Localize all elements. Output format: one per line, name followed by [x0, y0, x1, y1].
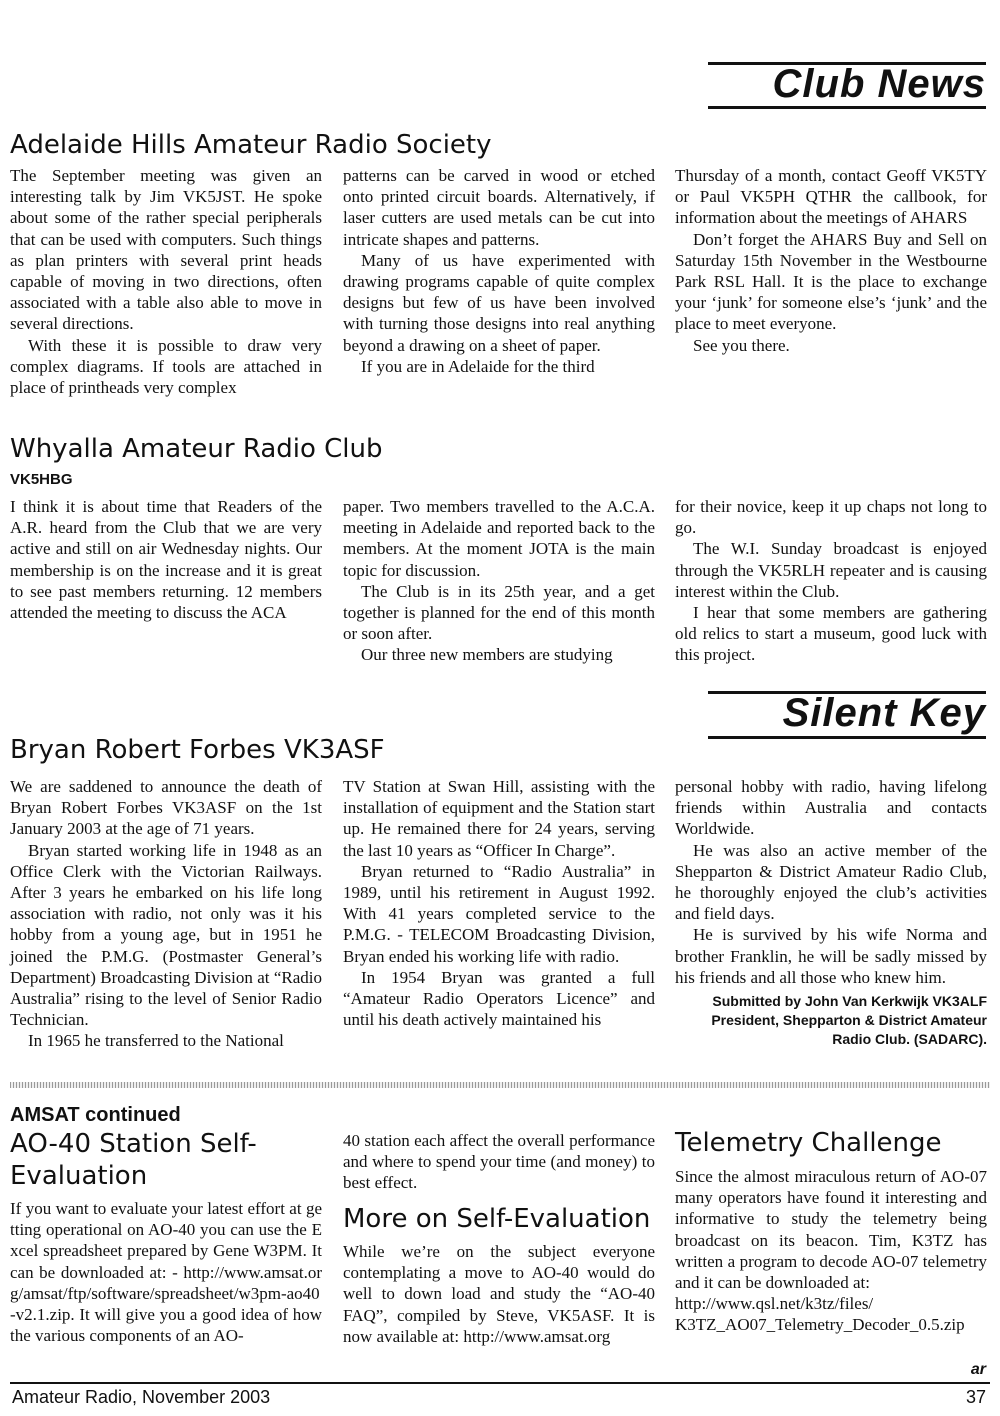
telemetry-url-1[interactable]: http://www.qsl.net/k3tz/files/	[675, 1294, 874, 1314]
whyalla-col-2	[343, 496, 655, 666]
ao40-col-1	[10, 1198, 322, 1346]
whyalla-callsign: VK5HBG	[10, 471, 73, 488]
banner-rule-bottom	[708, 106, 986, 109]
paragraph: Many of us have experimented with drawing programs capable of quite complex designs but few of us have been involved with turning those designs into real anything beyond a drawing on a sheet of paper.	[343, 250, 655, 355]
paragraph: If you want to evaluate your latest effort at getting operational on AO-40 you can use the Excel spreadsheet prepared by Gene W3PM. It can be downloaded at: - http://www.amsat.org/amsat/ftp/software/spreadsheet/w3pm-ao40-v2.1.zip. It will give you a good idea of how the various components of an AO-	[10, 1199, 322, 1346]
paragraph: I think it is about time that Readers of the A.R. heard from the Club that we are very active and still on air Wednesday nights. Our membership is on the increase and it is great to see past members returning. 12 members attended the meeting to discuss the ACA	[10, 497, 322, 623]
paragraph: personal hobby with radio, having lifelong friends within Australia and contacts Worldwide.	[675, 777, 987, 839]
obituary-title: Bryan Robert Forbes VK3ASF	[10, 735, 385, 765]
paragraph: He is survived by his wife Norma and brother Franklin, he will be sadly missed by his friends and all those who knew him.	[675, 925, 987, 987]
paragraph: Thursday of a month, contact Geoff VK5TY or Paul VK5PH QTHR the callbook, for information about the meetings of AHARS	[675, 166, 987, 228]
paragraph: Since the almost miraculous return of AO-07 many operators have found it interesting and informative to study the telemetry being broadcast on its beacon. Tim, K3TZ has written a program to decode AO-07 telemetry and it can be downloaded at:	[675, 1167, 987, 1293]
whyalla-col-1	[10, 496, 322, 623]
telemetry-url-2[interactable]: K3TZ_AO07_Telemetry_Decoder_0.5.zip	[675, 1315, 965, 1335]
whyalla-title: Whyalla Amateur Radio Club	[10, 434, 383, 464]
section-separator	[10, 1082, 990, 1088]
paragraph: Bryan started working life in 1948 as an Office Clerk with the Victorian Railways. After 3 years he embarked on his life long association with radio, not only was it his hobby from a young age, but in 1951 he joined the P.M.G. (Postmaster General’s Department) Broadcasting Division at “Radio Australia” rising to the level of Senior Radio Technician.	[10, 840, 322, 1030]
paragraph: In 1965 he transferred to the National	[28, 1031, 284, 1051]
adelaide-col-1	[10, 165, 322, 398]
banner-rule-bottom	[708, 736, 986, 739]
paragraph: 40 station each affect the overall performance and where to spend your time (and money) to best effect.	[343, 1131, 655, 1193]
paragraph: See you there.	[693, 335, 790, 355]
ao40-col-2	[343, 1130, 655, 1194]
whyalla-col-3	[675, 496, 987, 666]
paragraph: In 1954 Bryan was granted a full “Amateur Radio Operators Licence” and until his death actively maintained his	[343, 967, 655, 1030]
paragraph: Bryan returned to “Radio Australia” in 1989, until his retirement in August 1992. With 41 years completed service to the P.M.G. - TELECOM Broadcasting Division, Bryan ended his working life with radio.	[343, 861, 655, 966]
ao40-title: AO-40 Station Self-Evaluation	[10, 1129, 257, 1191]
obituary-col-3	[675, 776, 987, 1049]
adelaide-col-2	[343, 165, 655, 377]
paragraph: I hear that some members are gathering old relics to start a museum, good luck with this project.	[675, 603, 987, 665]
paragraph: We are saddened to announce the death of Bryan Robert Forbes VK3ASF on the 1st January 2003 at the age of 71 years.	[10, 777, 322, 839]
end-mark: ar	[970, 1361, 986, 1378]
adelaide-col-3	[675, 165, 987, 356]
self-evaluation-text	[343, 1241, 655, 1347]
page-number: 37	[965, 1387, 986, 1407]
obituary-col-1	[10, 776, 322, 1052]
publication-footer: Amateur Radio, November 2003	[12, 1387, 271, 1407]
paragraph: paper. Two members travelled to the A.C.A. meeting in Adelaide and reported back to the members. At the moment JOTA is the main topic for discussion.	[343, 497, 655, 580]
paragraph: TV Station at Swan Hill, assisting with the installation of equipment and the Station start up. He remained there for 24 years, serving the last 10 years as “Officer In Charge”.	[343, 777, 655, 860]
self-evaluation-title: More on Self-Evaluation	[343, 1204, 651, 1234]
paragraph: for their novice, keep it up chaps not long to go.	[675, 497, 987, 538]
paragraph: He was also an active member of the Shepparton & District Amateur Radio Club, he thoroughly enjoyed the club’s activities and field days.	[675, 840, 987, 924]
paragraph: patterns can be carved in wood or etched onto printed circuit boards. Alternatively, if laser cutters are used metals can be cut into intricate shapes and patterns.	[343, 166, 655, 249]
obituary-col-2	[343, 776, 655, 1030]
obituary-signature: Submitted by John Van Kerkwijk VK3ALF President, Shepparton & District Amateur Radio Club. (SADARC).	[711, 993, 987, 1048]
adelaide-title: Adelaide Hills Amateur Radio Society	[10, 130, 492, 160]
paragraph: With these it is possible to draw very complex diagrams. If tools are attached in place of printheads very complex	[10, 335, 322, 398]
paragraph: While we’re on the subject everyone contemplating a move to AO-40 would do well to down load and study the “AO-40 FAQ”, compiled by Steve, VK5ASF. It is now available at: http://www.amsat.org	[343, 1242, 655, 1346]
paragraph: The September meeting was given an interesting talk by Jim VK5JST. He spoke about some of the rather special peripherals that can be used with computers. Such things as plan printers with several print heads capable of moving in two directions, often associated with a table also able to move in several directions.	[10, 166, 322, 334]
paragraph: Our three new members are studying	[361, 645, 613, 665]
amsat-continued-label: AMSAT continued	[10, 1104, 181, 1126]
telemetry-title: Telemetry Challenge	[675, 1128, 942, 1158]
paragraph: The W.I. Sunday broadcast is enjoyed through the VK5RLH repeater and is causing interest within the Club.	[675, 539, 987, 601]
paragraph: If you are in Adelaide for the third	[361, 356, 595, 376]
paragraph: Don’t forget the AHARS Buy and Sell on Saturday 15th November in the Westbourne Park RSL Hall. It is the place to exchange your ‘junk’ for someone else’s ‘junk’ and the place to meet everyone.	[675, 229, 987, 334]
club-news-banner: Club News	[772, 62, 986, 106]
telemetry-text	[675, 1166, 987, 1336]
silent-key-banner: Silent Key	[782, 691, 986, 735]
paragraph: The Club is in its 25th year, and a get together is planned for the end of this month or soon after.	[343, 581, 655, 644]
footer-rule	[10, 1382, 990, 1384]
